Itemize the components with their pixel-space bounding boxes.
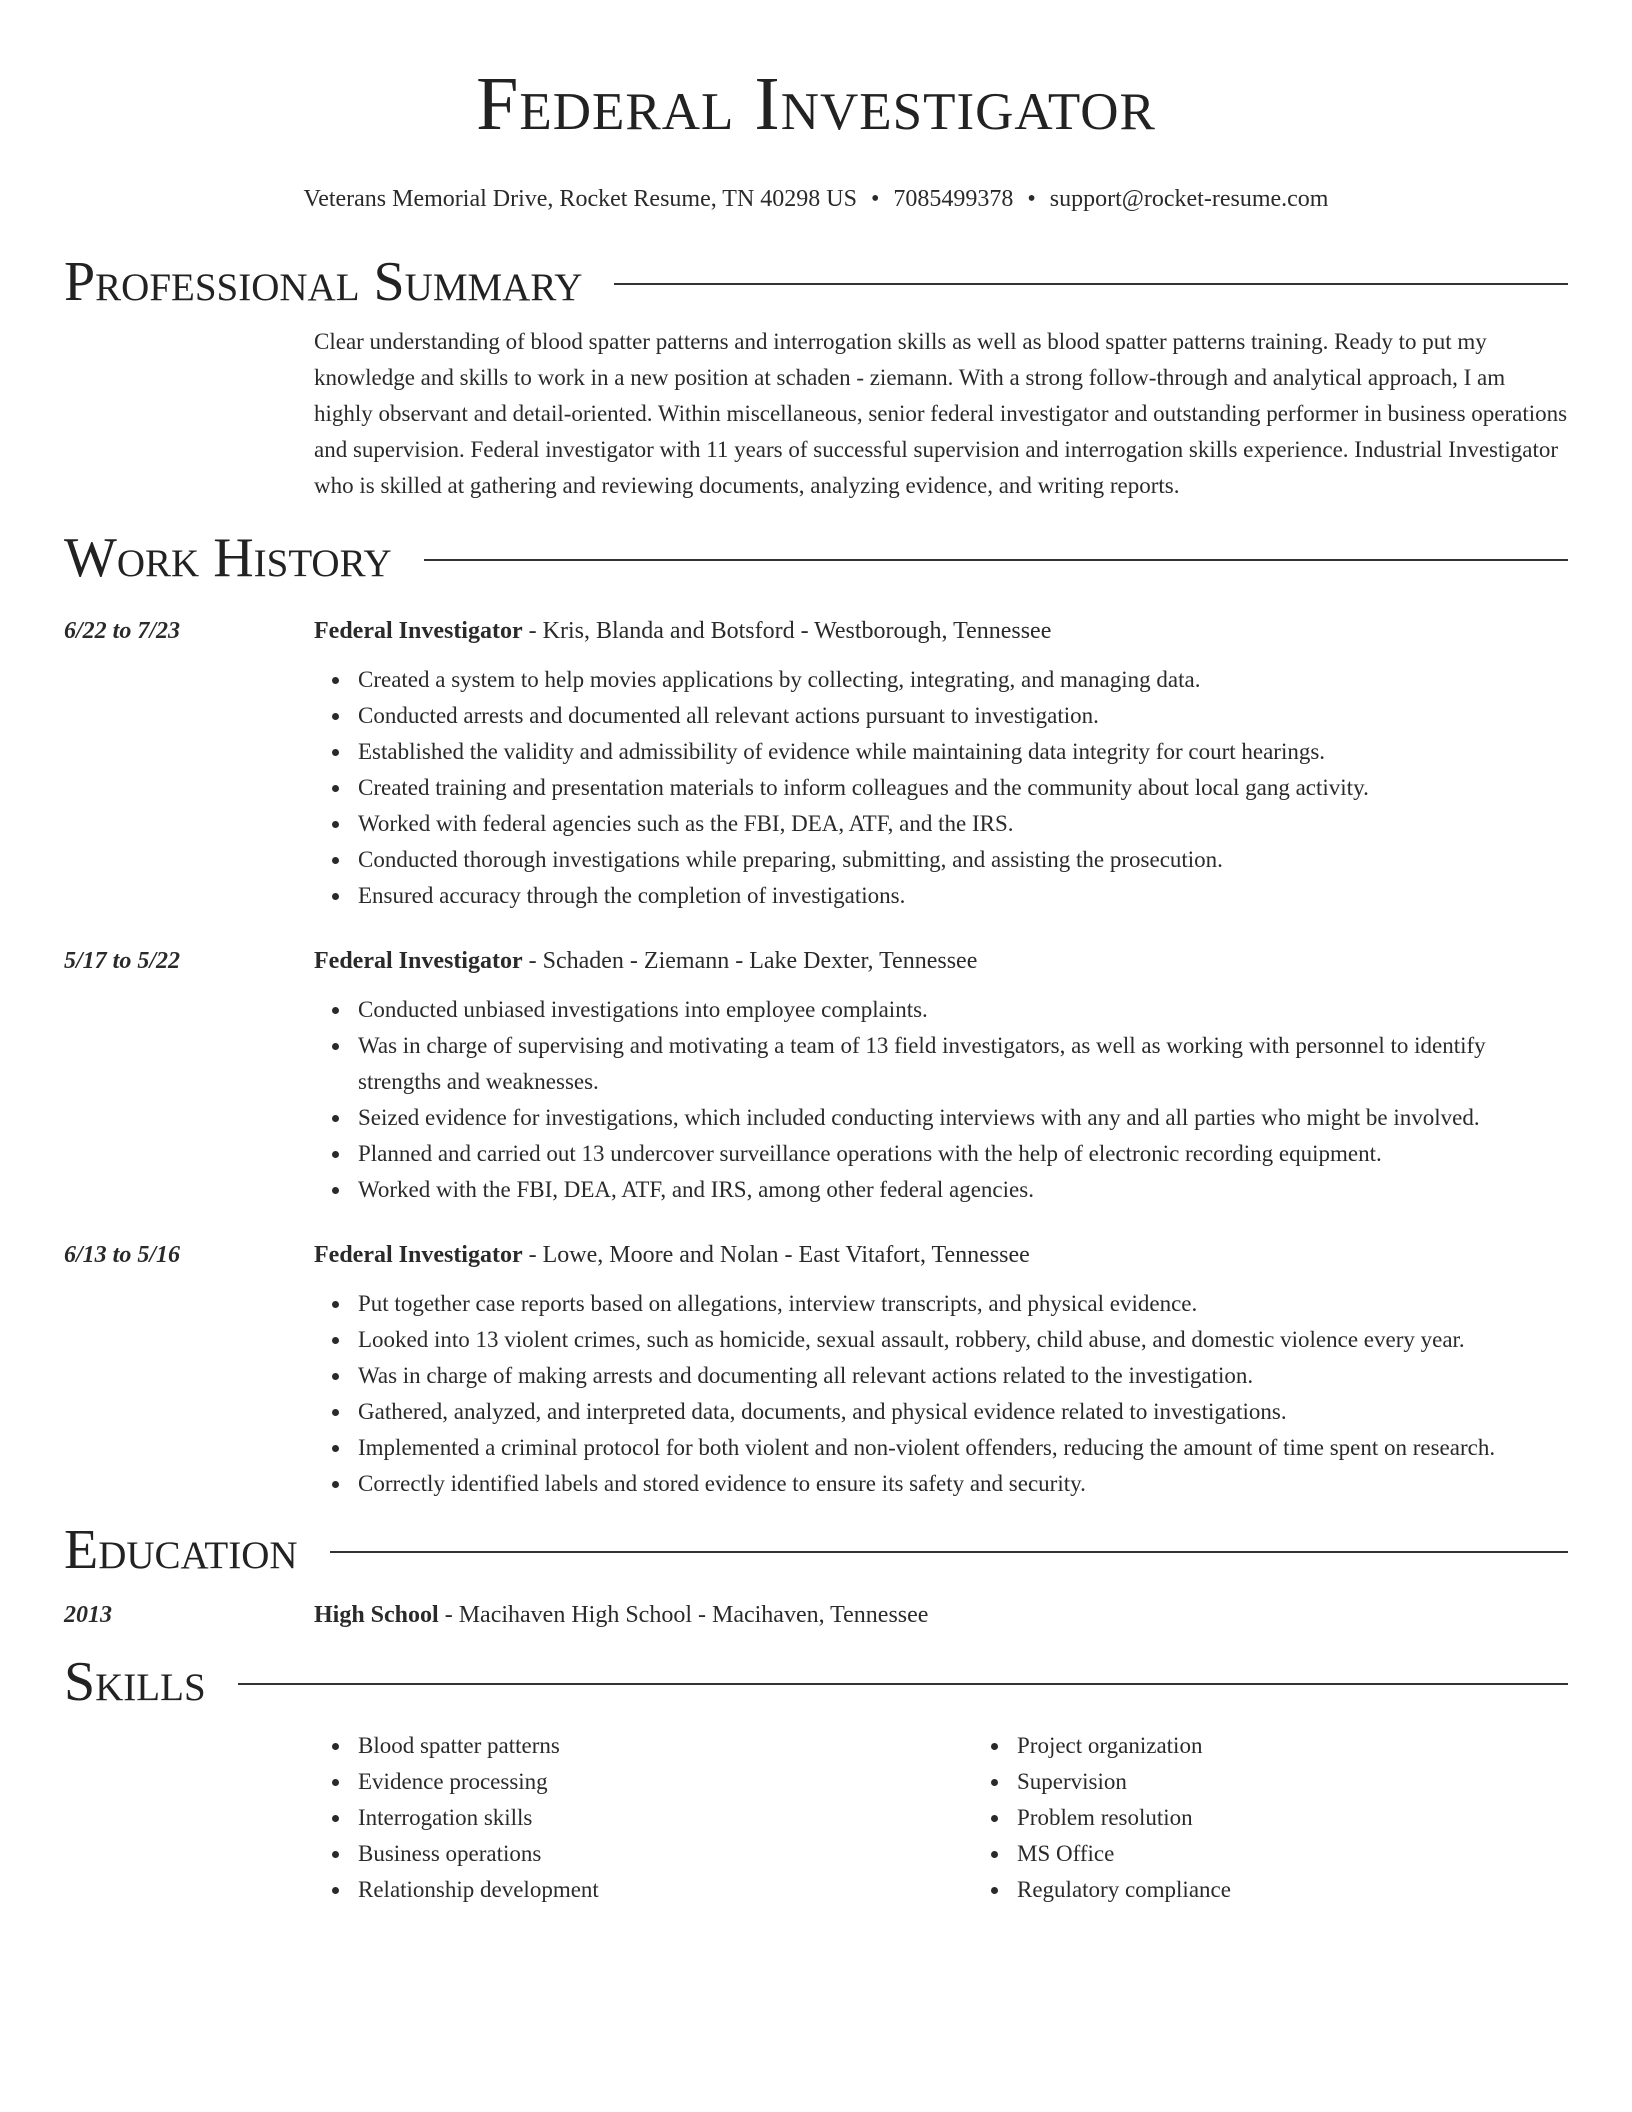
phone-text: 7085499378: [893, 186, 1014, 212]
skill-item: Supervision: [1017, 1764, 1632, 1800]
job-bullet: Established the validity and admissibility of evidence while maintaining data integrity for court hearings.: [358, 734, 1568, 770]
education-details: [314, 1600, 1568, 1630]
address-text: Veterans Memorial Drive, Rocket Resume, TN 40298 US: [303, 186, 857, 212]
job-role: Federal Investigator: [314, 948, 523, 974]
resume-page: [64, 0, 1568, 1908]
education-school: - Macihaven High School - Macihaven, Tennessee: [438, 1602, 929, 1628]
skills-row: [64, 1728, 1568, 1908]
job-title-line: [314, 1240, 1568, 1270]
job-bullet: Worked with the FBI, DEA, ATF, and IRS, among other federal agencies.: [358, 1172, 1568, 1208]
job-company: - Kris, Blanda and Botsford - Westborough, Tennessee: [522, 618, 1052, 644]
education-section-header: [64, 1518, 1568, 1582]
separator-dot: •: [870, 186, 880, 212]
section-divider: [330, 1551, 1568, 1553]
job-header: [64, 616, 1568, 646]
section-title-skills: Skills: [64, 1651, 206, 1713]
education-year: 2013: [64, 1602, 112, 1628]
job-bullet: Created a system to help movies applications by collecting, integrating, and managing data.: [358, 662, 1568, 698]
job-bullet: Seized evidence for investigations, which included conducting interviews with any and all parties who might be involved.: [358, 1100, 1568, 1136]
job-bullet-list: [314, 992, 1568, 1208]
job-bullets-row: [64, 1286, 1568, 1502]
job-bullet: Put together case reports based on allegations, interview transcripts, and physical evidence.: [358, 1286, 1568, 1322]
job-bullet: Planned and carried out 13 undercover surveillance operations with the help of electronic recording equipment.: [358, 1136, 1568, 1172]
job-bullets-row: [64, 662, 1568, 914]
separator-dot: •: [1027, 186, 1036, 212]
job-company: - Lowe, Moore and Nolan - East Vitafort, Tennessee: [522, 1242, 1030, 1268]
summary-text: Clear understanding of blood spatter patterns and interrogation skills as well as blood spatter patterns training. Ready to put my knowledge and skills to work in a new position at schaden - ziemann. With a strong follow-through and analytical approach, I am highly observant and detail-oriented. Within miscellaneous, senior federal investigator and outstanding performer in business operations and supervision. Federal investigator with 11 years of successful supervision and interrogation skills experience. Industrial Investigator who is skilled at gathering and reviewing documents, analyzing evidence, and writing reports.: [314, 329, 1568, 498]
skill-item: MS Office: [1017, 1836, 1632, 1872]
job-bullet: Ensured accuracy through the completion of investigations.: [358, 878, 1568, 914]
section-title-work: Work History: [64, 527, 392, 589]
job-dates: 6/22 to 7/23: [64, 618, 181, 644]
section-divider: [614, 283, 1568, 285]
candidate-name: Federal Investigator: [476, 62, 1156, 146]
skills-column-1: [314, 1728, 973, 1908]
job-bullet-list: [314, 662, 1568, 914]
section-divider: [424, 559, 1568, 561]
job-bullet: Implemented a criminal protocol for both violent and non-violent offenders, reducing the amount of time spent on research.: [358, 1430, 1568, 1466]
job-entry: [64, 1240, 1568, 1502]
job-header: [64, 946, 1568, 976]
job-role: Federal Investigator: [314, 618, 523, 644]
skill-item: Blood spatter patterns: [358, 1728, 973, 1764]
job-bullet: Conducted thorough investigations while preparing, submitting, and assisting the prosecution.: [358, 842, 1568, 878]
job-bullet: Conducted unbiased investigations into employee complaints.: [358, 992, 1568, 1028]
skill-item: Project organization: [1017, 1728, 1632, 1764]
skills-column-2: [973, 1728, 1632, 1908]
skill-item: Interrogation skills: [358, 1800, 973, 1836]
job-header: [64, 1240, 1568, 1270]
job-entry: [64, 616, 1568, 914]
skill-item: Evidence processing: [358, 1764, 973, 1800]
job-dates: 5/17 to 5/22: [64, 948, 181, 974]
job-entry: [64, 946, 1568, 1208]
job-bullet: Was in charge of making arrests and documenting all relevant actions related to the investigation.: [358, 1358, 1568, 1394]
skill-item: Regulatory compliance: [1017, 1872, 1632, 1908]
section-title-summary: Professional Summary: [64, 251, 583, 313]
section-divider: [238, 1683, 1568, 1685]
job-bullets-row: [64, 992, 1568, 1208]
job-bullet: Created training and presentation materials to inform colleagues and the community about local gang activity.: [358, 770, 1568, 806]
job-dates: 6/13 to 5/16: [64, 1242, 181, 1268]
job-title-line: [314, 616, 1568, 646]
education-entry: [64, 1600, 1568, 1630]
job-company: - Schaden - Ziemann - Lake Dexter, Tennessee: [522, 948, 978, 974]
skill-item: Relationship development: [358, 1872, 973, 1908]
education-degree: High School: [314, 1602, 439, 1628]
job-role: Federal Investigator: [314, 1242, 523, 1268]
job-bullet: Correctly identified labels and stored evidence to ensure its safety and security.: [358, 1466, 1568, 1502]
work-section-header: [64, 526, 1568, 590]
job-bullet-list: [314, 1286, 1568, 1502]
skill-item: Problem resolution: [1017, 1800, 1632, 1836]
job-bullet: Looked into 13 violent crimes, such as homicide, sexual assault, robbery, child abuse, and domestic violence every year.: [358, 1322, 1568, 1358]
job-title-line: [314, 946, 1568, 976]
summary-section-header: [64, 250, 1568, 314]
skill-item: Business operations: [358, 1836, 973, 1872]
summary-row: [64, 324, 1568, 504]
skills-section-header: [64, 1650, 1568, 1714]
job-bullet: Gathered, analyzed, and interpreted data, documents, and physical evidence related to investigations.: [358, 1394, 1568, 1430]
job-bullet: Conducted arrests and documented all relevant actions pursuant to investigation.: [358, 698, 1568, 734]
job-bullet: Was in charge of supervising and motivating a team of 13 field investigators, as well as working with personnel to identify strengths and weaknesses.: [358, 1028, 1568, 1100]
job-list: [64, 616, 1568, 1502]
job-bullet: Worked with federal agencies such as the FBI, DEA, ATF, and the IRS.: [358, 806, 1568, 842]
skills-grid: [314, 1728, 1632, 1908]
section-title-education: Education: [64, 1519, 298, 1581]
email-link[interactable]: support@rocket-resume.com: [1049, 186, 1329, 212]
contact-line: [64, 184, 1568, 214]
